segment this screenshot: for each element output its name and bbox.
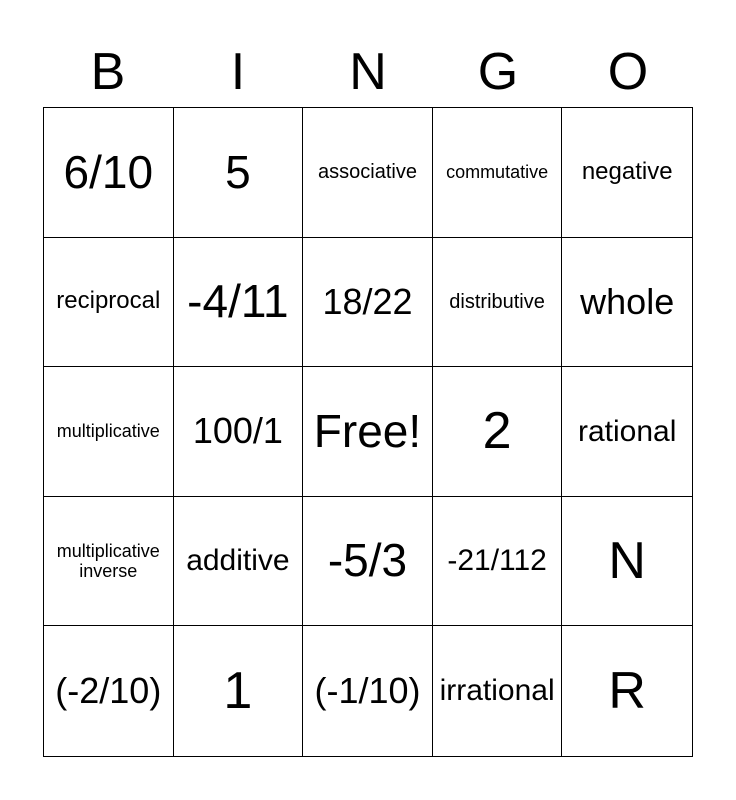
bingo-board — [43, 107, 693, 757]
bingo-cell-r1-c4[interactable]: commutative — [433, 108, 563, 238]
bingo-cell-r3-c3-free[interactable]: Free! — [303, 367, 433, 497]
bingo-cell-r5-c1[interactable]: (-2/10) — [44, 626, 174, 756]
header-letter-i: I — [230, 43, 246, 101]
bingo-cell-r5-c2[interactable]: 1 — [174, 626, 304, 756]
bingo-cell-r4-c1[interactable]: multiplicative inverse — [44, 497, 174, 627]
bingo-cell-r1-c2[interactable]: 5 — [174, 108, 304, 238]
bingo-cell-r2-c2[interactable]: -4/11 — [174, 238, 304, 368]
bingo-cell-r4-c5[interactable]: N — [562, 497, 692, 627]
bingo-cell-r1-c1[interactable]: 6/10 — [44, 108, 174, 238]
bingo-cell-r1-c5[interactable]: negative — [562, 108, 692, 238]
header-letter-n: N — [349, 43, 387, 101]
header-letter-o: O — [607, 43, 649, 101]
header-letter-g: G — [477, 43, 519, 101]
bingo-cell-r4-c4[interactable]: -21/112 — [433, 497, 563, 627]
bingo-cell-r5-c4[interactable]: irrational — [433, 626, 563, 756]
header-letter-b: B — [90, 43, 126, 101]
bingo-cell-r2-c4[interactable]: distributive — [433, 238, 563, 368]
bingo-cell-r3-c5[interactable]: rational — [562, 367, 692, 497]
bingo-cell-r2-c3[interactable]: 18/22 — [303, 238, 433, 368]
bingo-header — [43, 40, 693, 104]
bingo-cell-r5-c3[interactable]: (-1/10) — [303, 626, 433, 756]
bingo-cell-r1-c3[interactable]: associative — [303, 108, 433, 238]
bingo-cell-r2-c5[interactable]: whole — [562, 238, 692, 368]
bingo-cell-r3-c1[interactable]: multiplicative — [44, 367, 174, 497]
bingo-cell-r3-c2[interactable]: 100/1 — [174, 367, 304, 497]
bingo-cell-r5-c5[interactable]: R — [608, 662, 646, 721]
bingo-cell-r4-c3[interactable]: -5/3 — [303, 497, 433, 627]
bingo-cell-r2-c1[interactable]: reciprocal — [44, 238, 174, 368]
bingo-cell-r3-c4[interactable]: 2 — [433, 367, 563, 497]
bingo-cell-r4-c2[interactable]: additive — [174, 497, 304, 627]
